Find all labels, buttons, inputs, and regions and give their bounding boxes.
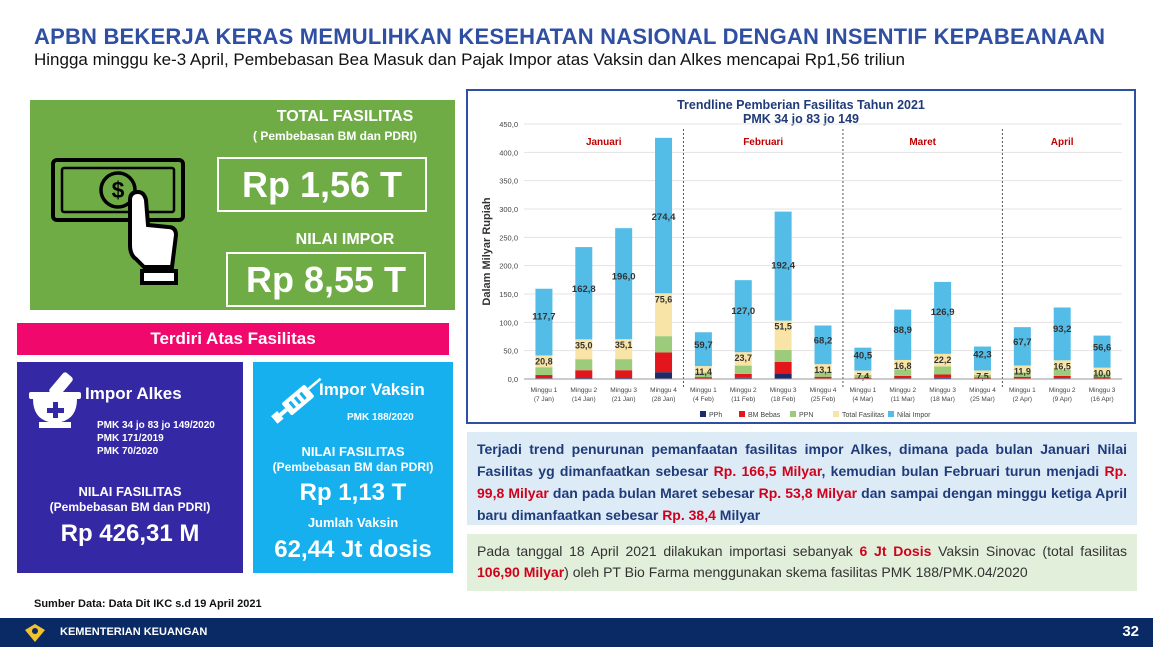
x-tick-label: Minggu 2 bbox=[570, 387, 598, 394]
chart-panel bbox=[466, 89, 1136, 424]
y-tick-label: 400,0 bbox=[499, 148, 518, 158]
note1-value-apr: Rp. 38,4 bbox=[662, 507, 716, 523]
vaksin-jumlah-value: 62,44 Jt dosis bbox=[274, 536, 432, 563]
stacked-bar-chart bbox=[468, 91, 1134, 422]
bar-segment-bm-bebas bbox=[1054, 376, 1071, 378]
vaksin-nilai-sub: (Pembebasan BM dan PDRI) bbox=[272, 460, 434, 474]
total-fasilitas-value: Rp 1,56 T bbox=[217, 157, 427, 212]
note2-text-a: Pada tanggal 18 April 2021 dilakukan importasi sebanyak bbox=[477, 543, 860, 559]
source-note: Sumber Data: Data Dit IKC s.d 19 April 2021 bbox=[34, 598, 262, 610]
note2-value-fasilitas: 106,90 Milyar bbox=[477, 564, 565, 580]
legend-swatch bbox=[833, 411, 839, 417]
nilai-impor-data-label: 42,3 bbox=[973, 349, 992, 361]
nilai-impor-data-label: 59,7 bbox=[694, 340, 713, 352]
x-tick-sublabel: (28 Jan) bbox=[651, 396, 676, 403]
total-fasilitas-data-label: 13,1 bbox=[814, 365, 832, 376]
month-label: April bbox=[1050, 137, 1074, 148]
x-tick-sublabel: (16 Apr) bbox=[1090, 396, 1114, 403]
x-tick-sublabel: (11 Mar) bbox=[890, 396, 915, 403]
x-tick-label: Minggu 1 bbox=[1008, 387, 1036, 394]
bar-segment-bm-bebas bbox=[894, 376, 911, 378]
x-tick-sublabel: (4 Mar) bbox=[852, 396, 874, 403]
nilai-impor-data-label: 274,4 bbox=[651, 211, 676, 223]
total-fasilitas-data-label: 16,8 bbox=[893, 360, 912, 371]
nilai-impor-data-label: 88,9 bbox=[893, 325, 912, 337]
bar-segment-bm-bebas bbox=[815, 377, 832, 379]
x-tick-label: Minggu 4 bbox=[809, 387, 837, 394]
terdiri-header: Terdiri Atas Fasilitas bbox=[17, 323, 449, 355]
total-fasilitas-data-label: 75,6 bbox=[654, 294, 673, 305]
nilai-impor-data-label: 93,2 bbox=[1052, 323, 1072, 335]
nilai-impor-data-label: 162,8 bbox=[571, 283, 596, 295]
y-tick-label: 300,0 bbox=[499, 205, 518, 214]
bar-segment-pph bbox=[775, 373, 792, 379]
alkes-pmk-1: PMK 34 jo 83 jo 149/2020 bbox=[97, 420, 215, 431]
note2-value-dosis: 6 Jt Dosis bbox=[859, 543, 932, 559]
bar-segment-nilai-impor bbox=[615, 228, 632, 339]
nilai-impor-data-label: 127,0 bbox=[731, 305, 756, 317]
vaksin-panel bbox=[253, 362, 453, 573]
vaksin-nilai-label: NILAI FASILITAS bbox=[301, 444, 405, 459]
x-tick-sublabel: (9 Apr) bbox=[1052, 396, 1072, 403]
vaksin-pmk: PMK 188/2020 bbox=[347, 412, 414, 423]
nilai-impor-data-label: 67,7 bbox=[1013, 336, 1032, 348]
bar-segment-pph bbox=[655, 372, 672, 379]
x-tick-sublabel: (25 Feb) bbox=[810, 396, 836, 403]
mortar-pestle-icon bbox=[25, 370, 89, 430]
legend-entry: BM Bebas bbox=[748, 412, 781, 419]
nilai-impor-data-label: 126,9 bbox=[930, 306, 955, 318]
month-label: Januari bbox=[585, 137, 622, 148]
x-tick-sublabel: (7 Jan) bbox=[533, 396, 555, 403]
note2-text-b: Vaksin Sinovac (total fasilitas bbox=[931, 543, 1127, 559]
vaksin-jumlah-label: Jumlah Vaksin bbox=[307, 515, 399, 530]
month-label: Februari bbox=[743, 137, 784, 148]
total-fasilitas-data-label: 7,5 bbox=[976, 371, 989, 382]
note1-text-d: dan sampai dengan minggu ketiga April baru dimanfaatkan sebesar bbox=[477, 485, 1127, 523]
total-fasilitas-sub: ( Pembebasan BM dan PDRI) bbox=[252, 129, 418, 143]
legend-swatch bbox=[700, 411, 706, 417]
x-tick-sublabel: (11 Feb) bbox=[731, 396, 756, 403]
bar-segment-ppn bbox=[615, 359, 632, 370]
y-tick-label: 250,0 bbox=[499, 233, 518, 243]
bar-segment-bm-bebas bbox=[775, 362, 792, 373]
x-tick-sublabel: (4 Feb) bbox=[692, 396, 714, 403]
legend-entry: Total Fasilitas bbox=[842, 412, 885, 419]
ministry-logo-icon bbox=[20, 622, 50, 644]
nilai-impor-data-label: 117,7 bbox=[532, 311, 556, 323]
total-fasilitas-data-label: 11,4 bbox=[694, 367, 712, 378]
x-tick-label: Minggu 3 bbox=[929, 387, 956, 394]
page-title: APBN BEKERJA KERAS MEMULIHKAN KESEHATAN NASIONAL DENGAN INSENTIF KEPABEANAAN bbox=[34, 24, 1106, 49]
legend-swatch bbox=[790, 411, 796, 417]
footer-ministry: KEMENTERIAN KEUANGAN bbox=[60, 626, 208, 638]
svg-text:$: $ bbox=[111, 177, 125, 203]
nilai-impor-value: Rp 8,55 T bbox=[226, 252, 426, 307]
x-tick-label: Minggu 3 bbox=[1088, 387, 1116, 394]
note1-text-c: dan pada bulan Maret sebesar bbox=[548, 485, 759, 501]
note1-value-feb: Rp. 99,8 Milyar bbox=[477, 463, 1128, 501]
x-tick-label: Minggu 4 bbox=[650, 387, 677, 394]
total-fasilitas-data-label: 22,2 bbox=[933, 354, 952, 365]
vaksin-title: Impor Vaksin bbox=[319, 380, 425, 399]
y-tick-label: 50,0 bbox=[503, 346, 518, 356]
bar-segment-ppn bbox=[575, 359, 592, 370]
month-label: Maret bbox=[909, 137, 937, 148]
x-tick-sublabel: (2 Apr) bbox=[1012, 396, 1033, 403]
nilai-impor-data-label: 68,2 bbox=[813, 335, 833, 347]
money-hand-icon bbox=[48, 155, 198, 285]
y-tick-label: 0,0 bbox=[507, 375, 518, 384]
note1-text-e: Milyar bbox=[715, 507, 761, 523]
summary-panel bbox=[30, 100, 455, 310]
bar-segment-bm-bebas bbox=[655, 352, 672, 372]
page-subtitle: Hingga minggu ke-3 April, Pembebasan Bea Masuk dan Pajak Impor atas Vaksin dan Alkes mencapai Rp1,56 triliun bbox=[34, 50, 905, 69]
alkes-nilai-label: NILAI FASILITAS bbox=[78, 484, 182, 499]
nilai-impor-data-label: 192,4 bbox=[771, 260, 796, 272]
bar-segment-ppn bbox=[535, 367, 552, 375]
note-alkes-trend bbox=[467, 432, 1137, 525]
total-fasilitas-data-label: 11,9 bbox=[1013, 366, 1031, 377]
legend-entry: Nilai Impor bbox=[897, 412, 931, 419]
x-tick-label: Minggu 2 bbox=[729, 387, 757, 394]
note2-text-c: ) oleh PT Bio Farma menggunakan skema fasilitas PMK 188/PMK.04/2020 bbox=[564, 564, 1028, 580]
bar-segment-bm-bebas bbox=[575, 370, 592, 377]
legend-swatch bbox=[739, 411, 745, 417]
nilai-impor-data-label: 56,6 bbox=[1092, 342, 1112, 354]
x-tick-sublabel: (25 Mar) bbox=[970, 396, 995, 403]
x-tick-label: Minggu 3 bbox=[769, 387, 797, 394]
total-fasilitas-data-label: 23,7 bbox=[734, 353, 753, 364]
nilai-impor-data-label: 40,5 bbox=[853, 350, 873, 362]
y-tick-label: 100,0 bbox=[499, 318, 518, 328]
x-tick-label: Minggu 4 bbox=[969, 387, 996, 394]
total-fasilitas-data-label: 35,0 bbox=[575, 340, 593, 351]
alkes-pmk-2: PMK 171/2019 bbox=[97, 433, 164, 444]
note1-value-mar: Rp. 53,8 Milyar bbox=[758, 485, 858, 501]
bar-segment-ppn bbox=[655, 336, 672, 352]
bar-segment-bm-bebas bbox=[1014, 377, 1031, 379]
y-tick-label: 350,0 bbox=[499, 176, 518, 186]
total-fasilitas-data-label: 51,5 bbox=[774, 321, 792, 332]
bar-segment-bm-bebas bbox=[695, 377, 712, 378]
note1-value-jan: Rp. 166,5 Milyar bbox=[713, 463, 822, 479]
y-tick-label: 200,0 bbox=[499, 261, 518, 271]
bar-segment-ppn bbox=[934, 366, 951, 374]
note1-text-b: , kemudian bulan Februari turun menjadi bbox=[821, 463, 1105, 479]
total-fasilitas-data-label: 16,5 bbox=[1053, 361, 1071, 372]
legend-entry: PPN bbox=[799, 412, 814, 419]
x-tick-sublabel: (18 Mar) bbox=[930, 396, 955, 403]
x-tick-label: Minggu 1 bbox=[530, 387, 558, 394]
bar-segment-ppn bbox=[775, 350, 792, 362]
x-tick-sublabel: (14 Jan) bbox=[571, 396, 596, 403]
legend-swatch bbox=[888, 411, 894, 417]
page-number: 32 bbox=[1122, 623, 1139, 640]
chart-title: Trendline Pemberian Fasilitas Tahun 2021 bbox=[677, 98, 925, 112]
total-fasilitas-data-label: 20,8 bbox=[535, 356, 553, 367]
total-fasilitas-data-label: 35,1 bbox=[614, 340, 633, 351]
alkes-nilai-sub: (Pembebasan BM dan PDRI) bbox=[49, 500, 211, 514]
x-tick-label: Minggu 2 bbox=[1048, 387, 1076, 394]
note1-text-a: Terjadi trend penurunan pemanfaatan fasilitas impor Alkes, dimana pada bulan Januari Nilai Fasilitas yg dimanfaatkan sebesar bbox=[477, 441, 1127, 479]
nilai-impor-label: NILAI IMPOR bbox=[295, 231, 395, 248]
x-tick-label: Minggu 1 bbox=[849, 387, 877, 394]
x-tick-sublabel: (18 Feb) bbox=[770, 396, 796, 403]
x-tick-label: Minggu 1 bbox=[690, 387, 717, 394]
footer-bar bbox=[0, 618, 1153, 647]
syringe-icon bbox=[263, 368, 333, 432]
y-tick-label: 450,0 bbox=[499, 120, 518, 129]
x-tick-sublabel: (21 Jan) bbox=[611, 396, 636, 403]
legend-entry: PPh bbox=[709, 412, 723, 419]
note-vaksin-import bbox=[467, 534, 1137, 591]
alkes-panel bbox=[17, 362, 243, 573]
bar-segment-bm-bebas bbox=[934, 374, 951, 377]
bar-segment-bm-bebas bbox=[615, 370, 632, 377]
x-tick-label: Minggu 2 bbox=[889, 387, 917, 394]
alkes-pmk-3: PMK 70/2020 bbox=[97, 446, 159, 457]
total-fasilitas-label: TOTAL FASILITAS bbox=[276, 108, 414, 125]
nilai-impor-data-label: 196,0 bbox=[611, 271, 636, 283]
vaksin-nilai-value: Rp 1,13 T bbox=[299, 479, 407, 506]
total-fasilitas-data-label: 10,0 bbox=[1093, 368, 1111, 379]
alkes-title: Impor Alkes bbox=[85, 384, 182, 403]
chart-subtitle: PMK 34 jo 83 jo 149 bbox=[742, 112, 860, 126]
alkes-nilai-value: Rp 426,31 M bbox=[60, 520, 200, 547]
bar-segment-ppn bbox=[735, 366, 752, 374]
total-fasilitas-data-label: 7,4 bbox=[856, 371, 870, 382]
y-axis-label: Dalam Milyar Rupiah bbox=[481, 197, 493, 306]
bar-segment-bm-bebas bbox=[535, 375, 552, 378]
bar-segment-bm-bebas bbox=[735, 374, 752, 378]
x-tick-label: Minggu 3 bbox=[610, 387, 638, 394]
y-tick-label: 150,0 bbox=[499, 290, 518, 299]
